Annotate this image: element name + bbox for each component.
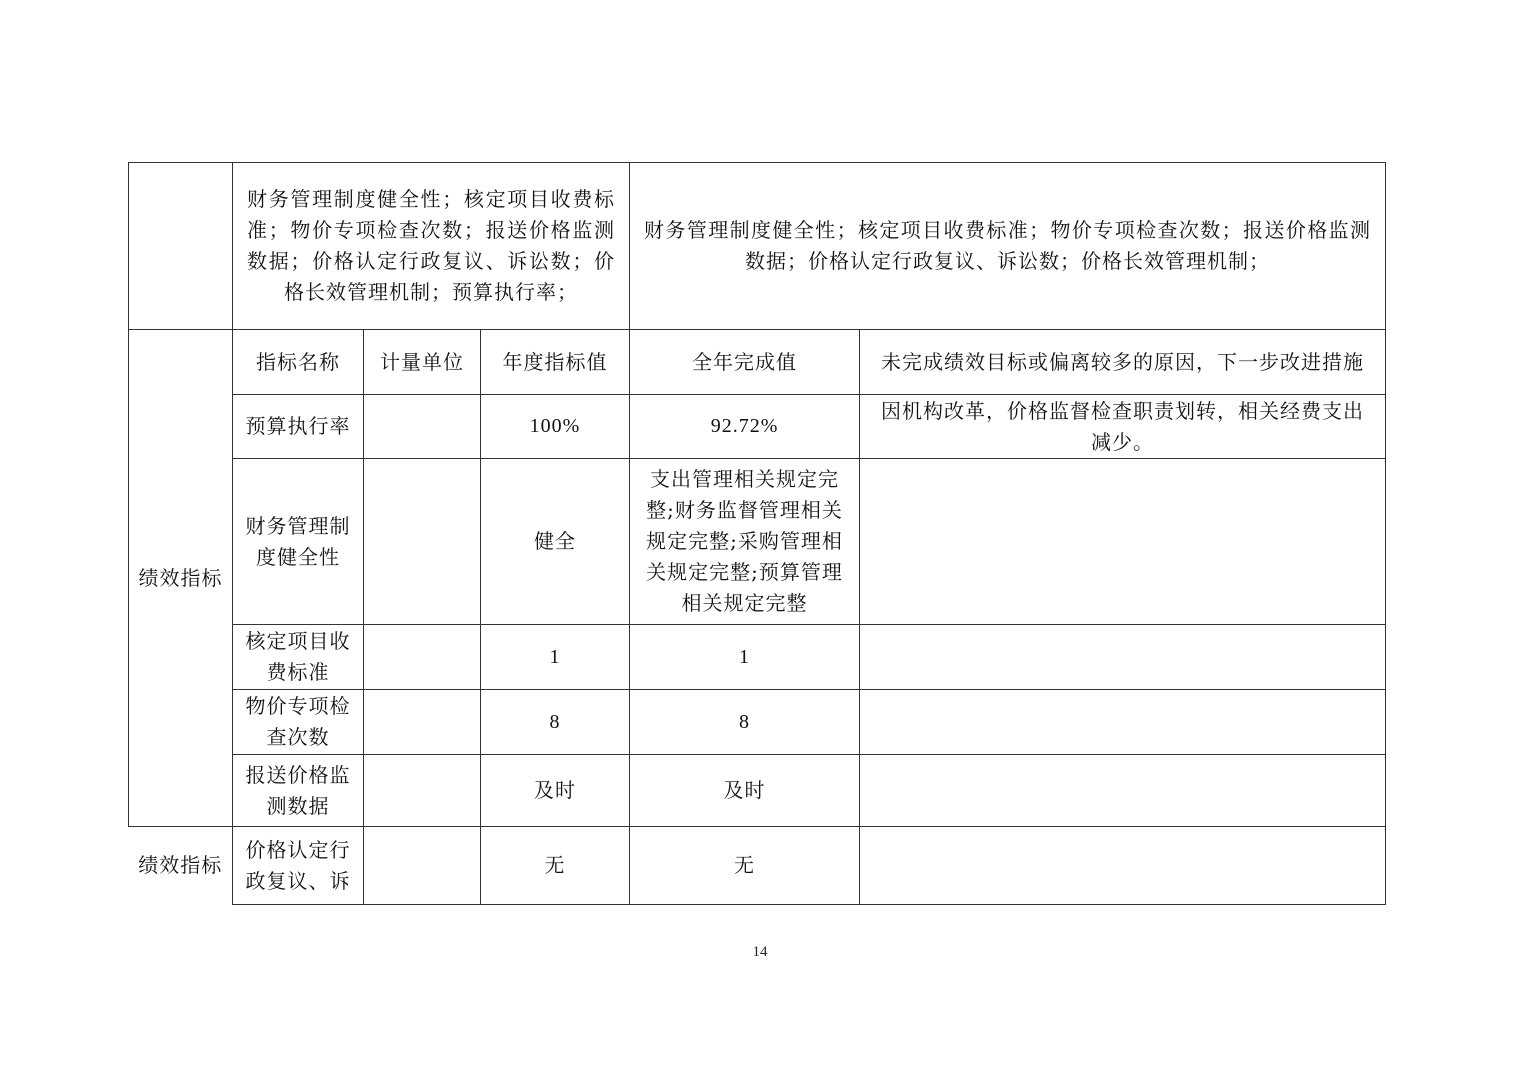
header-annual-actual: 全年完成值 [630,330,860,395]
indicator-name: 财务管理制度健全性 [233,459,364,625]
indicator-name: 物价专项检查次数 [233,690,364,755]
performance-table [128,162,1386,905]
indicator-unit [364,827,481,905]
section-label-continued: 绩效指标 [129,827,233,905]
indicator-name: 核定项目收费标准 [233,625,364,690]
indicator-list-right: 财务管理制度健全性；核定项目收费标准；物价专项检查次数；报送价格监测数据；价格认定行政复议、诉讼数；价格长效管理机制； [630,163,1386,330]
indicator-name: 报送价格监测数据 [233,755,364,827]
header-annual-target: 年度指标值 [481,330,630,395]
indicator-target: 100% [481,395,630,459]
indicator-list-left: 财务管理制度健全性；核定项目收费标准；物价专项检查次数；报送价格监测数据；价格认定行政复议、诉讼数；价格长效管理机制；预算执行率； [233,163,630,330]
table-row [129,827,1386,905]
table-row [129,395,1386,459]
indicator-target: 1 [481,625,630,690]
indicator-reason [860,690,1386,755]
indicator-target: 无 [481,827,630,905]
page-number: 14 [752,944,768,960]
header-reason: 未完成绩效目标或偏离较多的原因，下一步改进措施 [860,330,1386,395]
indicator-actual: 支出管理相关规定完整;财务监督管理相关规定完整;采购管理相关规定完整;预算管理相关规定完整 [630,459,860,625]
indicator-summary-row [129,163,1386,330]
indicator-name: 预算执行率 [233,395,364,459]
indicator-target: 8 [481,690,630,755]
indicator-unit [364,755,481,827]
section-label: 绩效指标 [129,330,233,827]
indicator-actual: 92.72% [630,395,860,459]
indicator-actual: 及时 [630,755,860,827]
indicator-unit [364,690,481,755]
table-row [129,690,1386,755]
indicator-reason: 因机构改革，价格监督检查职责划转，相关经费支出减少。 [860,395,1386,459]
indicator-actual: 8 [630,690,860,755]
table-row [129,459,1386,625]
empty-cell [129,163,233,330]
indicator-actual: 无 [630,827,860,905]
indicator-name: 价格认定行政复议、诉 [233,827,364,905]
table-row [129,755,1386,827]
indicator-unit [364,459,481,625]
indicator-actual: 1 [630,625,860,690]
indicator-unit [364,395,481,459]
table-row [129,625,1386,690]
header-unit: 计量单位 [364,330,481,395]
header-row [129,330,1386,395]
indicator-unit [364,625,481,690]
indicator-target: 健全 [481,459,630,625]
indicator-target: 及时 [481,755,630,827]
indicator-reason [860,827,1386,905]
indicator-reason [860,625,1386,690]
indicator-reason [860,755,1386,827]
header-indicator-name: 指标名称 [233,330,364,395]
indicator-reason [860,459,1386,625]
